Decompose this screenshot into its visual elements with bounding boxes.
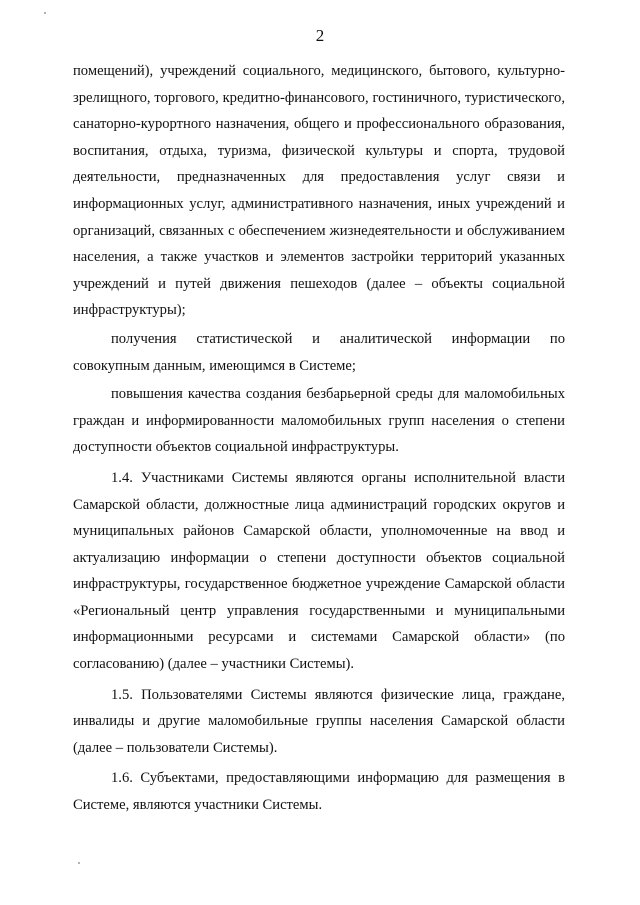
paragraph-continuation-facilities: помещений), учреждений социального, медицинского, бытового, культурно-зрелищного, торгового, кредитно-финансового, гостиничного, туристического, санаторно-курортного назначения, общего и профессионального образования, воспитания, отдыха, туризма, физической культуры и спорта, трудовой деятельности, предназначенных для предоставления услуг связи и информационных услуг, административного назначения, иных учреждений и организаций, связанных с обеспечением жизнедеятельности и обслуживанием населения, а также участков и элементов застройки территорий указанных учреждений и путей движения пешеходов (далее – объекты социальной инфраструктуры);: [73, 63, 565, 319]
page-number: 2: [315, 26, 325, 45]
scan-speck-bottom: [78, 862, 80, 864]
document-body: [73, 58, 565, 819]
paragraph-accessibility-quality: повышения качества создания безбарьерной среды для маломобильных граждан и информированности маломобильных групп населения о степени доступности объектов социальной инфраструктуры.: [73, 386, 565, 456]
paragraph-1-5-users: 1.5. Пользователями Системы являются физические лица, граждане, инвалиды и другие маломобильные группы населения Самарской области (далее – пользователи Системы).: [73, 686, 565, 756]
paragraph-statistics: получения статистической и аналитической информации по совокупным данным, имеющимся в Системе;: [73, 330, 565, 374]
scan-speck-top: [44, 12, 46, 14]
paragraph-1-4-participants: 1.4. Участниками Системы являются органы исполнительной власти Самарской области, должностные лица администраций городских округов и муниципальных районов Самарской области, уполномоченные на ввод и актуализацию информации о степени доступности объектов социальной инфраструктуры, государственное бюджетное учреждение Самарской области «Региональный центр управления государственными и муниципальными информационными ресурсами и системами Самарской области» (по согласованию) (далее – участники Системы).: [73, 469, 565, 673]
paragraph-1-6-subjects: 1.6. Субъектами, предоставляющими информацию для размещения в Системе, являются участники Системы.: [73, 770, 565, 814]
